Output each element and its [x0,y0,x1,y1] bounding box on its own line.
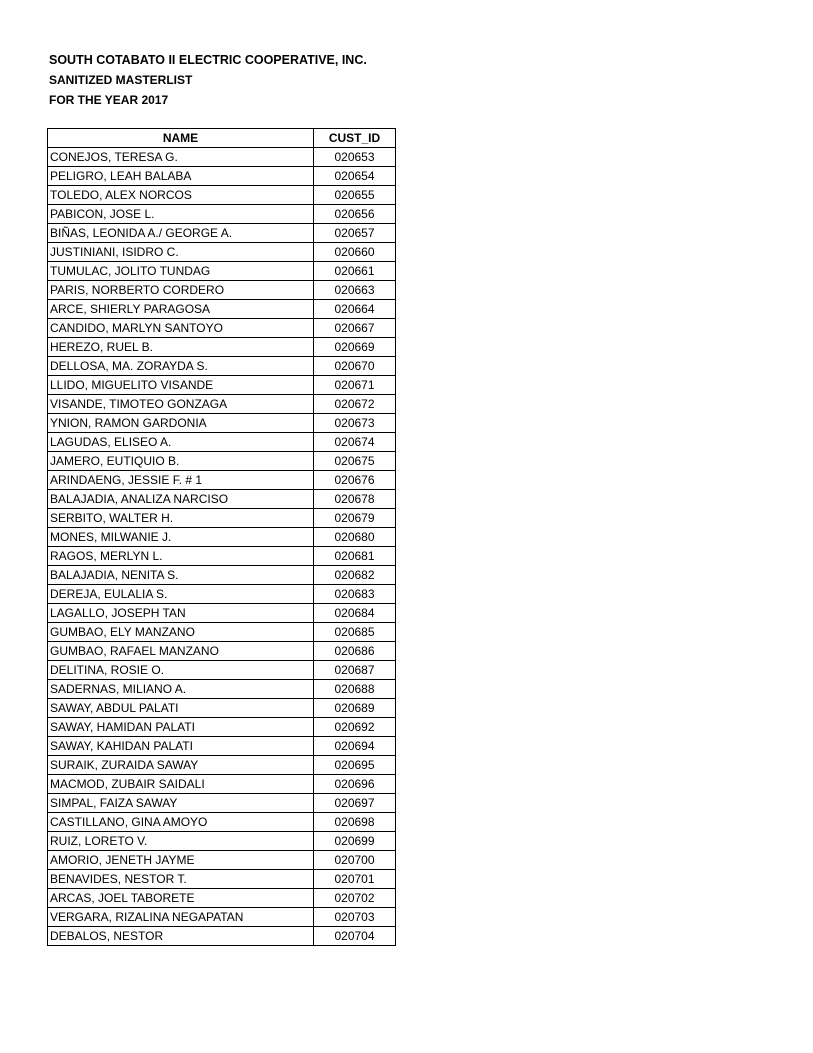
customer-id-cell: 020675 [314,452,396,471]
customer-id-cell: 020674 [314,433,396,452]
customer-id-cell: 020704 [314,927,396,946]
table-row [48,338,396,357]
table-row [48,775,396,794]
customer-name-cell: DELITINA, ROSIE O. [48,661,314,680]
table-row [48,737,396,756]
customer-name-cell: MACMOD, ZUBAIR SAIDALI [48,775,314,794]
customer-id-cell: 020701 [314,870,396,889]
table-row [48,889,396,908]
customer-name-cell: SIMPAL, FAIZA SAWAY [48,794,314,813]
customer-id-cell: 020683 [314,585,396,604]
table-row [48,471,396,490]
customer-id-cell: 020688 [314,680,396,699]
column-header-cust-id: CUST_ID [314,129,396,148]
customer-id-cell: 020686 [314,642,396,661]
customer-name-cell: YNION, RAMON GARDONIA [48,414,314,433]
customer-id-cell: 020694 [314,737,396,756]
customer-id-cell: 020660 [314,243,396,262]
table-row [48,851,396,870]
table-row [48,509,396,528]
table-row [48,794,396,813]
customer-id-cell: 020684 [314,604,396,623]
customer-name-cell: GUMBAO, ELY MANZANO [48,623,314,642]
customer-name-cell: AMORIO, JENETH JAYME [48,851,314,870]
customer-id-cell: 020673 [314,414,396,433]
customer-name-cell: LAGALLO, JOSEPH TAN [48,604,314,623]
customer-name-cell: JUSTINIANI, ISIDRO C. [48,243,314,262]
customer-name-cell: DEREJA, EULALIA S. [48,585,314,604]
table-row [48,680,396,699]
table-header-row [48,129,396,148]
customer-name-cell: LAGUDAS, ELISEO A. [48,433,314,452]
table-row [48,452,396,471]
customer-id-cell: 020697 [314,794,396,813]
customer-name-cell: CANDIDO, MARLYN SANTOYO [48,319,314,338]
customer-name-cell: ARINDAENG, JESSIE F. # 1 [48,471,314,490]
table-row [48,908,396,927]
customer-name-cell: JAMERO, EUTIQUIO B. [48,452,314,471]
column-header-name: NAME [48,129,314,148]
customer-name-cell: TOLEDO, ALEX NORCOS [48,186,314,205]
masterlist-table [47,128,396,946]
customer-name-cell: VERGARA, RIZALINA NEGAPATAN [48,908,314,927]
customer-id-cell: 020681 [314,547,396,566]
customer-id-cell: 020698 [314,813,396,832]
customer-id-cell: 020663 [314,281,396,300]
customer-id-cell: 020680 [314,528,396,547]
table-row [48,566,396,585]
customer-id-cell: 020672 [314,395,396,414]
table-row [48,585,396,604]
table-row [48,832,396,851]
document-header [49,50,367,110]
customer-id-cell: 020700 [314,851,396,870]
customer-id-cell: 020653 [314,148,396,167]
customer-name-cell: RAGOS, MERLYN L. [48,547,314,566]
customer-name-cell: DELLOSA, MA. ZORAYDA S. [48,357,314,376]
customer-name-cell: BIÑAS, LEONIDA A./ GEORGE A. [48,224,314,243]
customer-id-cell: 020667 [314,319,396,338]
document-period: FOR THE YEAR 2017 [49,93,169,107]
organization-title: SOUTH COTABATO II ELECTRIC COOPERATIVE, INC. [49,53,367,67]
table-row [48,927,396,946]
customer-name-cell: BALAJADIA, ANALIZA NARCISO [48,490,314,509]
table-row [48,224,396,243]
table-row [48,623,396,642]
customer-id-cell: 020657 [314,224,396,243]
table-row [48,319,396,338]
table-row [48,870,396,889]
table-row [48,167,396,186]
customer-id-cell: 020692 [314,718,396,737]
customer-name-cell: SAWAY, KAHIDAN PALATI [48,737,314,756]
customer-id-cell: 020656 [314,205,396,224]
table-row [48,186,396,205]
customer-id-cell: 020661 [314,262,396,281]
table-row [48,300,396,319]
customer-name-cell: ARCAS, JOEL TABORETE [48,889,314,908]
table-row [48,490,396,509]
customer-name-cell: PABICON, JOSE L. [48,205,314,224]
table-row [48,604,396,623]
customer-name-cell: SAWAY, ABDUL PALATI [48,699,314,718]
customer-id-cell: 020685 [314,623,396,642]
customer-name-cell: BENAVIDES, NESTOR T. [48,870,314,889]
customer-id-cell: 020664 [314,300,396,319]
table-row [48,243,396,262]
customer-id-cell: 020670 [314,357,396,376]
customer-id-cell: 020703 [314,908,396,927]
customer-id-cell: 020702 [314,889,396,908]
customer-name-cell: PARIS, NORBERTO CORDERO [48,281,314,300]
table-row [48,756,396,775]
customer-id-cell: 020687 [314,661,396,680]
customer-id-cell: 020695 [314,756,396,775]
customer-name-cell: CASTILLANO, GINA AMOYO [48,813,314,832]
table-row [48,205,396,224]
table-row [48,547,396,566]
customer-id-cell: 020655 [314,186,396,205]
customer-id-cell: 020654 [314,167,396,186]
table-row [48,813,396,832]
customer-name-cell: SAWAY, HAMIDAN PALATI [48,718,314,737]
table-row [48,376,396,395]
table-row [48,357,396,376]
customer-name-cell: BALAJADIA, NENITA S. [48,566,314,585]
customer-id-cell: 020699 [314,832,396,851]
customer-name-cell: LLIDO, MIGUELITO VISANDE [48,376,314,395]
customer-name-cell: SADERNAS, MILIANO A. [48,680,314,699]
table-row [48,281,396,300]
customer-id-cell: 020678 [314,490,396,509]
customer-name-cell: RUIZ, LORETO V. [48,832,314,851]
customer-name-cell: SERBITO, WALTER H. [48,509,314,528]
customer-name-cell: PELIGRO, LEAH BALABA [48,167,314,186]
customer-id-cell: 020676 [314,471,396,490]
table-row [48,642,396,661]
customer-name-cell: VISANDE, TIMOTEO GONZAGA [48,395,314,414]
customer-id-cell: 020682 [314,566,396,585]
customer-id-cell: 020689 [314,699,396,718]
table-row [48,148,396,167]
customer-name-cell: DEBALOS, NESTOR [48,927,314,946]
customer-name-cell: MONES, MILWANIE J. [48,528,314,547]
customer-name-cell: TUMULAC, JOLITO TUNDAG [48,262,314,281]
customer-id-cell: 020671 [314,376,396,395]
table-row [48,718,396,737]
customer-id-cell: 020679 [314,509,396,528]
document-subtitle: SANITIZED MASTERLIST [49,73,193,87]
table-row [48,699,396,718]
table-row [48,262,396,281]
table-row [48,433,396,452]
table-row [48,528,396,547]
customer-name-cell: HEREZO, RUEL B. [48,338,314,357]
customer-id-cell: 020669 [314,338,396,357]
customer-name-cell: SURAIK, ZURAIDA SAWAY [48,756,314,775]
customer-name-cell: ARCE, SHIERLY PARAGOSA [48,300,314,319]
table-row [48,414,396,433]
customer-id-cell: 020696 [314,775,396,794]
table-row [48,395,396,414]
customer-name-cell: GUMBAO, RAFAEL MANZANO [48,642,314,661]
customer-name-cell: CONEJOS, TERESA G. [48,148,314,167]
table-row [48,661,396,680]
